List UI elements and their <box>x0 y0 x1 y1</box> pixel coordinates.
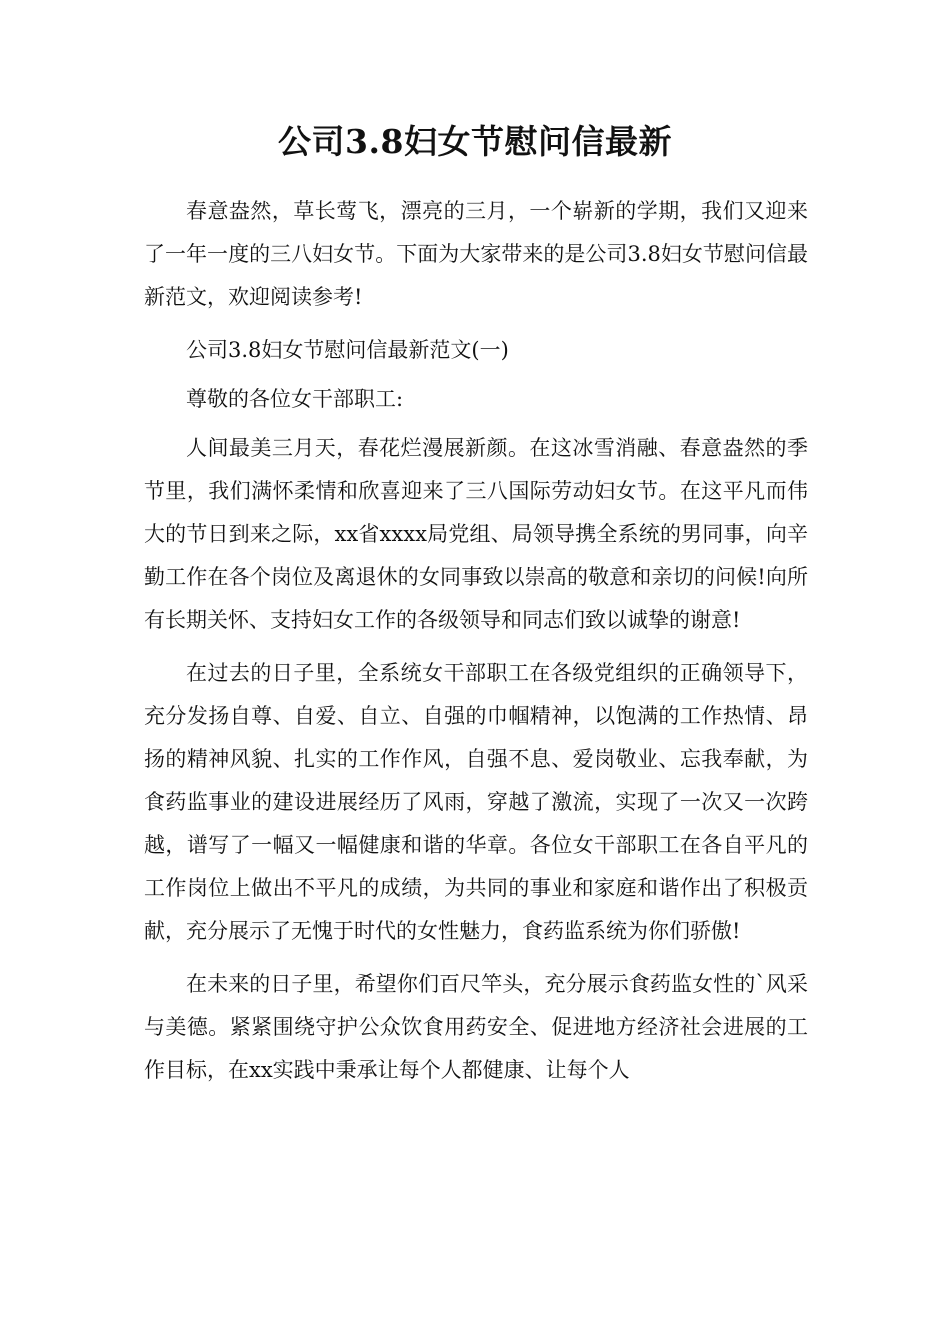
document-body <box>144 190 808 1102</box>
document-title: 公司3.8妇女节慰问信最新 <box>278 122 672 161</box>
paragraph-salutation: 尊敬的各位女干部职工: <box>186 387 404 411</box>
paragraph-intro: 春意盎然，草长莺飞，漂亮的三月，一个崭新的学期，我们又迎来了一年一度的三八妇女节。下面为大家带来的是公司3.8妇女节慰问信最新范文，欢迎阅读参考! <box>144 199 808 309</box>
paragraph-future: 在未来的日子里，希望你们百尺竿头，充分展示食药监女性的`风采与美德。紧紧围绕守护公众饮食用药安全、促进地方经济社会进展的工作目标，在xx实践中秉承让每个人都健康、让每个人 <box>144 972 808 1082</box>
paragraph-greeting: 人间最美三月天，春花烂漫展新颜。在这冰雪消融、春意盎然的季节里，我们满怀柔情和欣喜迎来了三八国际劳动妇女节。在这平凡而伟大的节日到来之际，xx省xxxx局党组、局领导携全系统的男同事，向辛勤工作在各个岗位及离退休的女同事致以崇高的敬意和亲切的问候!向所有长期关怀、支持妇女工作的各级领导和同志们致以诚挚的谢意! <box>144 436 808 632</box>
paragraph-subtitle: 公司3.8妇女节慰问信最新范文(一) <box>186 338 509 362</box>
paragraph-achievements: 在过去的日子里，全系统女干部职工在各级党组织的正确领导下，充分发扬自尊、自爱、自立、自强的巾帼精神，以饱满的工作热情、昂扬的精神风貌、扎实的工作作风，自强不息、爱岗敬业、忘我奉献，为食药监事业的建设进展经历了风雨，穿越了激流，实现了一次又一次跨越，谱写了一幅又一幅健康和谐的华章。各位女干部职工在各自平凡的工作岗位上做出不平凡的成绩，为共同的事业和家庭和谐作出了积极贡献，充分展示了无愧于时代的女性魅力，食药监系统为你们骄傲! <box>144 661 808 943</box>
